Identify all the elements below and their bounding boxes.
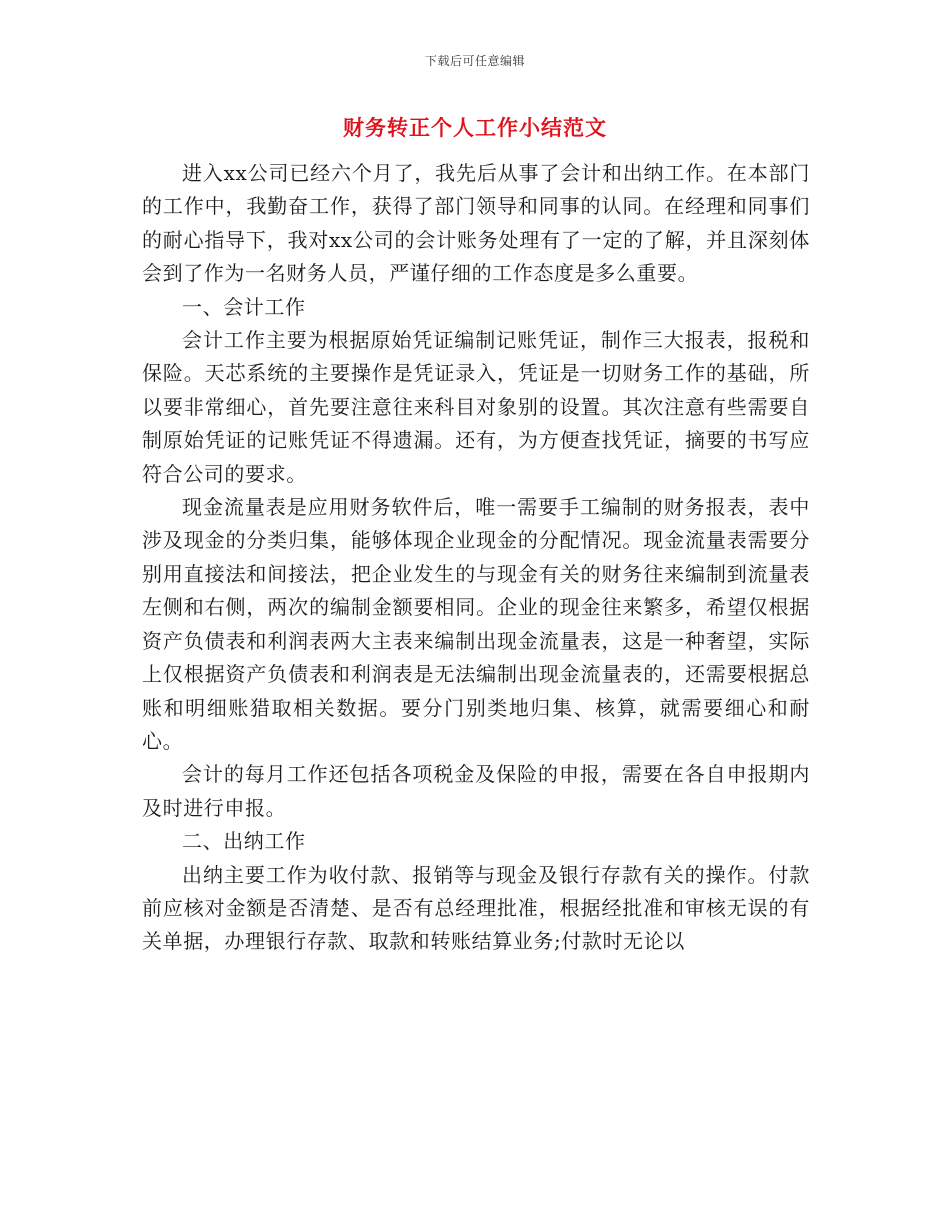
section-heading-cashier: 二、出纳工作 — [182, 829, 306, 854]
section-heading-accounting: 一、会计工作 — [182, 294, 306, 319]
paragraph-cashier-work: 出纳主要工作为收付款、报销等与现金及银行存款有关的操作。付款前应核对金额是否清楚、是否有总经理批准，根据经批准和审核无误的有关单据，办理银行存款、取款和转账结算业务;付款时无论以 — [142, 862, 810, 954]
paragraph-intro: 进入xx公司已经六个月了，我先后从事了会计和出纳工作。在本部门的工作中，我勤奋工作，获得了部门领导和同事的认同。在经理和同事们的耐心指导下，我对xx公司的会计账务处理有了一定的了解，并且深刻体会到了作为一名财务人员，严谨仔细的工作态度是多么重要。 — [142, 161, 810, 286]
header-note: 下载后可任意编辑 — [424, 54, 525, 68]
paragraph-accounting-work: 会计工作主要为根据原始凭证编制记账凭证，制作三大报表，报税和保险。天芯系统的主要操作是凭证录入，凭证是一切财务工作的基础，所以要非常细心，首先要注意往来科目对象别的设置。其次注意有些需要自制原始凭证的记账凭证不得遗漏。还有，为方便查找凭证，摘要的书写应符合公司的要求。 — [142, 328, 810, 486]
paragraph-tax-filing: 会计的每月工作还包括各项税金及保险的申报，需要在各自申报期内及时进行申报。 — [142, 762, 810, 820]
document-body — [142, 157, 810, 959]
document-title: 财务转正个人工作小结范文 — [343, 115, 607, 140]
paragraph-cash-flow: 现金流量表是应用财务软件后，唯一需要手工编制的财务报表，表中涉及现金的分类归集，能够体现企业现金的分配情况。现金流量表需要分别用直接法和间接法，把企业发生的与现金有关的财务往来编制到流量表左侧和右侧，两次的编制金额要相同。企业的现金往来繁多，希望仅根据资产负债表和利润表两大主表来编制出现金流量表，这是一种奢望，实际上仅根据资产负债表和利润表是无法编制出现金流量表的，还需要根据总账和明细账猎取相关数据。要分门别类地归集、核算，就需要细心和耐心。 — [142, 495, 810, 753]
